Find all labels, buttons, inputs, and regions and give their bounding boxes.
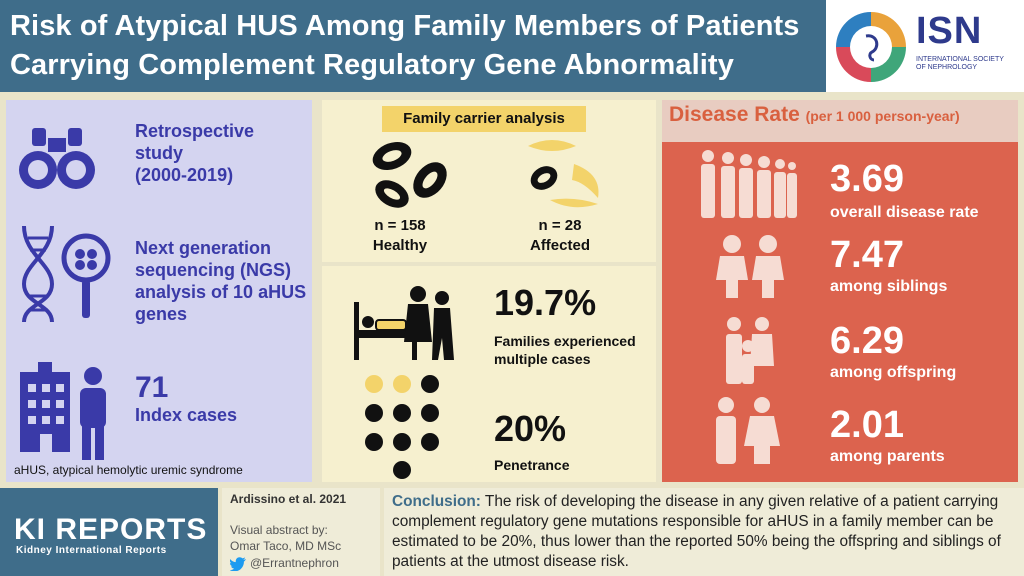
offspring-icon (722, 316, 774, 386)
disease-rate-title (669, 103, 960, 127)
rate-offspring-value: 6.29 (830, 320, 904, 362)
title-line-2: Carrying Complement Regulatory Gene Abnormality (10, 49, 734, 81)
conclusion-label: Conclusion: (392, 493, 481, 510)
affected-n: n = 28 (538, 217, 582, 234)
magnifier-icon (60, 232, 114, 322)
study-line-1: Retrospective (135, 121, 255, 141)
families-line-2: multiple cases (494, 351, 591, 367)
families-line-1: Families experienced (494, 333, 636, 349)
dna-icon (16, 224, 60, 324)
ngs-line-3: analysis of 10 aHUS (135, 282, 307, 302)
population-icon (698, 148, 798, 220)
rate-siblings-label: among siblings (830, 278, 948, 295)
conclusion-text (392, 492, 1012, 572)
rate-siblings-value: 7.47 (830, 234, 904, 276)
parents-icon (710, 396, 780, 466)
ngs-text (135, 237, 306, 325)
isn-logo-icon (832, 8, 910, 86)
bedside-care-icon (352, 282, 464, 362)
healthy-label: Healthy (372, 237, 428, 254)
penetrance-dots-icon (362, 374, 442, 482)
disease-rate-heading: Disease Rate (669, 103, 800, 126)
abbreviation-footnote: aHUS, atypical hemolytic uremic syndrome (14, 463, 243, 477)
va-line-1: Visual abstract by: (230, 523, 328, 537)
journal-brand: KI REPORTS (14, 513, 208, 546)
isn-sub-line-2: OF NEPHROLOGY (916, 64, 978, 71)
healthy-count (360, 216, 440, 256)
affected-count (520, 216, 600, 256)
rate-parents-value: 2.01 (830, 404, 904, 446)
rate-overall-label: overall disease rate (830, 204, 979, 221)
va-line-2: Omar Taco, MD MSc (230, 539, 342, 553)
siblings-icon (714, 234, 786, 300)
index-cases-label: Index cases (135, 405, 238, 425)
healthy-n: n = 158 (374, 217, 426, 234)
visual-abstract-credit (230, 522, 341, 554)
study-line-3: (2000-2019) (135, 165, 234, 185)
isn-sub-line-1: INTERNATIONAL SOCIETY (916, 56, 1004, 63)
ngs-line-4: genes (135, 304, 188, 324)
ngs-line-2: sequencing (NGS) (135, 260, 292, 280)
isn-logo-text: ISN (916, 10, 983, 52)
rate-overall-value: 3.69 (830, 158, 904, 200)
citation: Ardissino et al. 2021 (230, 492, 347, 506)
ngs-line-1: Next generation (135, 238, 272, 258)
affected-label: Affected (529, 237, 590, 254)
rate-parents-label: among parents (830, 448, 945, 465)
carrier-analysis-label: Family carrier analysis (382, 106, 586, 132)
healthy-cells-icon (368, 136, 468, 216)
twitter-handle[interactable]: @Errantnephron (250, 556, 339, 570)
rate-offspring-label: among offspring (830, 364, 957, 381)
isn-logo-subtitle (916, 56, 1016, 72)
penetrance-value: 20% (494, 408, 567, 449)
disease-rate-unit: (per 1 000 person-year) (805, 108, 960, 124)
binoculars-icon (18, 124, 96, 194)
conclusion-body: The risk of developing the disease in any given relative of a patient carrying complement regulatory gene mutations responsible for aHUS in a family member can be estimated to be 20%, thus lower than the reported 50% being the offspring and siblings of patients at the utmost disease risk. (392, 493, 1001, 570)
penetrance-label: Penetrance (494, 457, 570, 473)
families-multiple-value: 19.7% (494, 282, 597, 323)
twitter-icon (230, 557, 246, 571)
person-icon (72, 366, 114, 462)
index-cases-value: 71 (135, 371, 169, 404)
affected-cells-icon (522, 134, 612, 216)
study-line-2: study (135, 143, 184, 163)
journal-brand-subtitle: Kidney International Reports (16, 545, 167, 556)
study-text (135, 120, 254, 186)
families-multiple-label (494, 332, 636, 368)
title-line-1: Risk of Atypical HUS Among Family Members of Patients (10, 10, 800, 42)
